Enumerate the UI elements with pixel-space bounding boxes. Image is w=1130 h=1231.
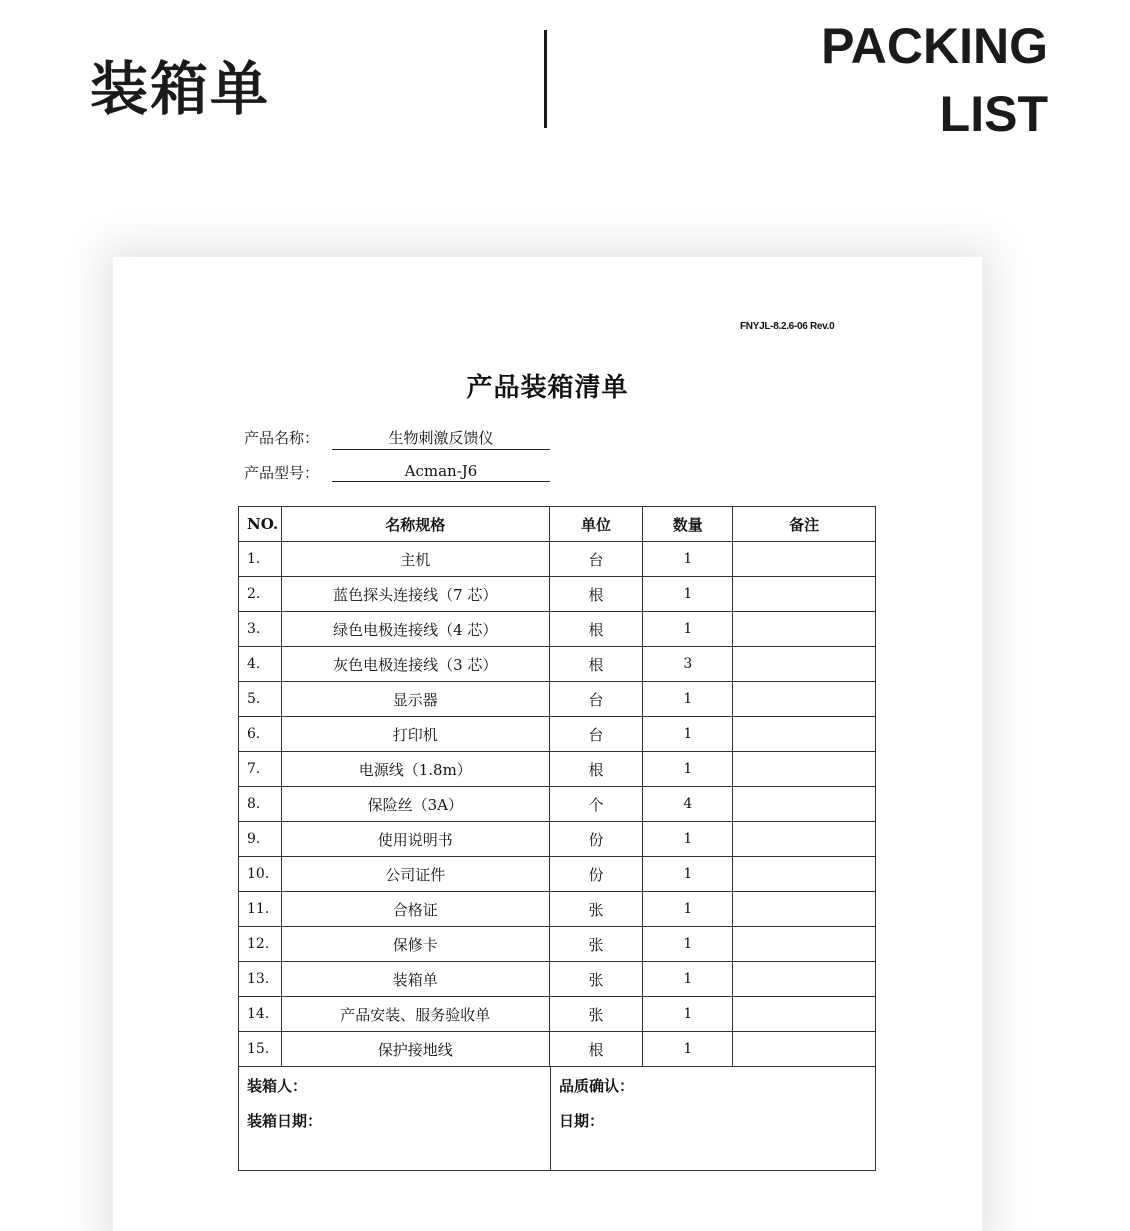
row-no: 10. — [239, 857, 282, 892]
table-row — [239, 612, 876, 647]
product-name-value: 生物刺激反馈仪 — [332, 427, 550, 450]
row-no: 14. — [239, 997, 282, 1032]
row-name: 保修卡 — [281, 927, 549, 962]
row-unit: 张 — [549, 892, 643, 927]
row-no: 6. — [239, 717, 282, 752]
row-unit: 根 — [549, 752, 643, 787]
row-name: 蓝色探头连接线（7 芯） — [281, 577, 549, 612]
table-row — [239, 717, 876, 752]
table-row — [239, 962, 876, 997]
product-model-value: Acman-J6 — [332, 462, 550, 482]
row-qty: 1 — [643, 612, 733, 647]
row-unit: 张 — [549, 927, 643, 962]
row-qty: 1 — [643, 857, 733, 892]
header-title-en-line2: LIST — [939, 86, 1048, 142]
table-row — [239, 682, 876, 717]
row-no: 12. — [239, 927, 282, 962]
row-qty: 1 — [643, 577, 733, 612]
table-row — [239, 752, 876, 787]
row-qty: 1 — [643, 997, 733, 1032]
row-note — [733, 682, 876, 717]
row-name: 使用说明书 — [281, 822, 549, 857]
row-no: 4. — [239, 647, 282, 682]
row-unit: 根 — [549, 577, 643, 612]
row-name: 打印机 — [281, 717, 549, 752]
header-title-en-line1: PACKING — [821, 18, 1048, 74]
row-note — [733, 577, 876, 612]
row-qty: 1 — [643, 962, 733, 997]
row-no: 7. — [239, 752, 282, 787]
row-qty: 1 — [643, 927, 733, 962]
row-qty: 1 — [643, 752, 733, 787]
row-note — [733, 1032, 876, 1067]
row-unit: 个 — [549, 787, 643, 822]
row-qty: 4 — [643, 787, 733, 822]
table-row — [239, 787, 876, 822]
row-name: 显示器 — [281, 682, 549, 717]
row-unit: 台 — [549, 542, 643, 577]
row-note — [733, 927, 876, 962]
row-note — [733, 892, 876, 927]
row-no: 9. — [239, 822, 282, 857]
row-no: 8. — [239, 787, 282, 822]
table-row — [239, 997, 876, 1032]
document-title: 产品装箱清单 — [466, 373, 629, 403]
table-row — [239, 857, 876, 892]
product-name-field — [244, 427, 494, 448]
row-qty: 3 — [643, 647, 733, 682]
col-header-name: 名称规格 — [281, 507, 549, 542]
row-name: 电源线（1.8m） — [281, 752, 549, 787]
row-unit: 份 — [549, 822, 643, 857]
row-qty: 1 — [643, 1032, 733, 1067]
row-note — [733, 647, 876, 682]
row-name: 主机 — [281, 542, 549, 577]
row-unit: 根 — [549, 647, 643, 682]
col-header-no: NO. — [239, 507, 282, 542]
row-no: 1. — [239, 542, 282, 577]
row-unit: 根 — [549, 1032, 643, 1067]
date-label: 日期： — [559, 1112, 605, 1130]
table-row — [239, 822, 876, 857]
packing-table — [238, 506, 876, 1067]
packing-list-document — [113, 257, 982, 1231]
row-qty: 1 — [643, 542, 733, 577]
row-no: 5. — [239, 682, 282, 717]
row-note — [733, 997, 876, 1032]
row-name: 灰色电极连接线（3 芯） — [281, 647, 549, 682]
row-note — [733, 822, 876, 857]
product-model-label: 产品型号： — [244, 464, 320, 482]
signature-divider — [550, 1067, 551, 1170]
row-unit: 张 — [549, 962, 643, 997]
row-qty: 1 — [643, 682, 733, 717]
row-note — [733, 787, 876, 822]
row-unit: 台 — [549, 717, 643, 752]
row-note — [733, 542, 876, 577]
table-row — [239, 577, 876, 612]
table-body — [239, 542, 876, 1067]
table-row — [239, 927, 876, 962]
row-no: 15. — [239, 1032, 282, 1067]
header-title-en — [821, 12, 1048, 148]
row-unit: 张 — [549, 997, 643, 1032]
row-no: 2. — [239, 577, 282, 612]
row-name: 合格证 — [281, 892, 549, 927]
row-no: 13. — [239, 962, 282, 997]
packer-label: 装箱人： — [247, 1077, 308, 1095]
row-note — [733, 717, 876, 752]
table-row — [239, 647, 876, 682]
table-row — [239, 1032, 876, 1067]
row-unit: 根 — [549, 612, 643, 647]
row-qty: 1 — [643, 892, 733, 927]
row-name: 产品安装、服务验收单 — [281, 997, 549, 1032]
row-note — [733, 752, 876, 787]
table-row — [239, 542, 876, 577]
quality-confirm-label: 品质确认： — [559, 1077, 635, 1095]
table-row — [239, 892, 876, 927]
row-no: 3. — [239, 612, 282, 647]
row-unit: 台 — [549, 682, 643, 717]
doc-number: FNYJL-8.2.6-06 Rev.0 — [740, 321, 835, 332]
row-name: 绿色电极连接线（4 芯） — [281, 612, 549, 647]
col-header-qty: 数量 — [643, 507, 733, 542]
row-note — [733, 612, 876, 647]
product-model-field — [244, 462, 478, 483]
header-title-cn: 装箱单 — [90, 55, 271, 123]
table-header-row — [239, 507, 876, 542]
row-note — [733, 962, 876, 997]
signature-block — [238, 1067, 876, 1171]
pack-date-label: 装箱日期： — [247, 1112, 323, 1130]
col-header-unit: 单位 — [549, 507, 643, 542]
row-no: 11. — [239, 892, 282, 927]
header-divider — [544, 30, 547, 128]
product-name-label: 产品名称： — [244, 429, 320, 447]
row-note — [733, 857, 876, 892]
row-qty: 1 — [643, 822, 733, 857]
row-name: 保险丝（3A） — [281, 787, 549, 822]
row-name: 公司证件 — [281, 857, 549, 892]
row-qty: 1 — [643, 717, 733, 752]
row-name: 保护接地线 — [281, 1032, 549, 1067]
col-header-note: 备注 — [733, 507, 876, 542]
row-unit: 份 — [549, 857, 643, 892]
row-name: 装箱单 — [281, 962, 549, 997]
